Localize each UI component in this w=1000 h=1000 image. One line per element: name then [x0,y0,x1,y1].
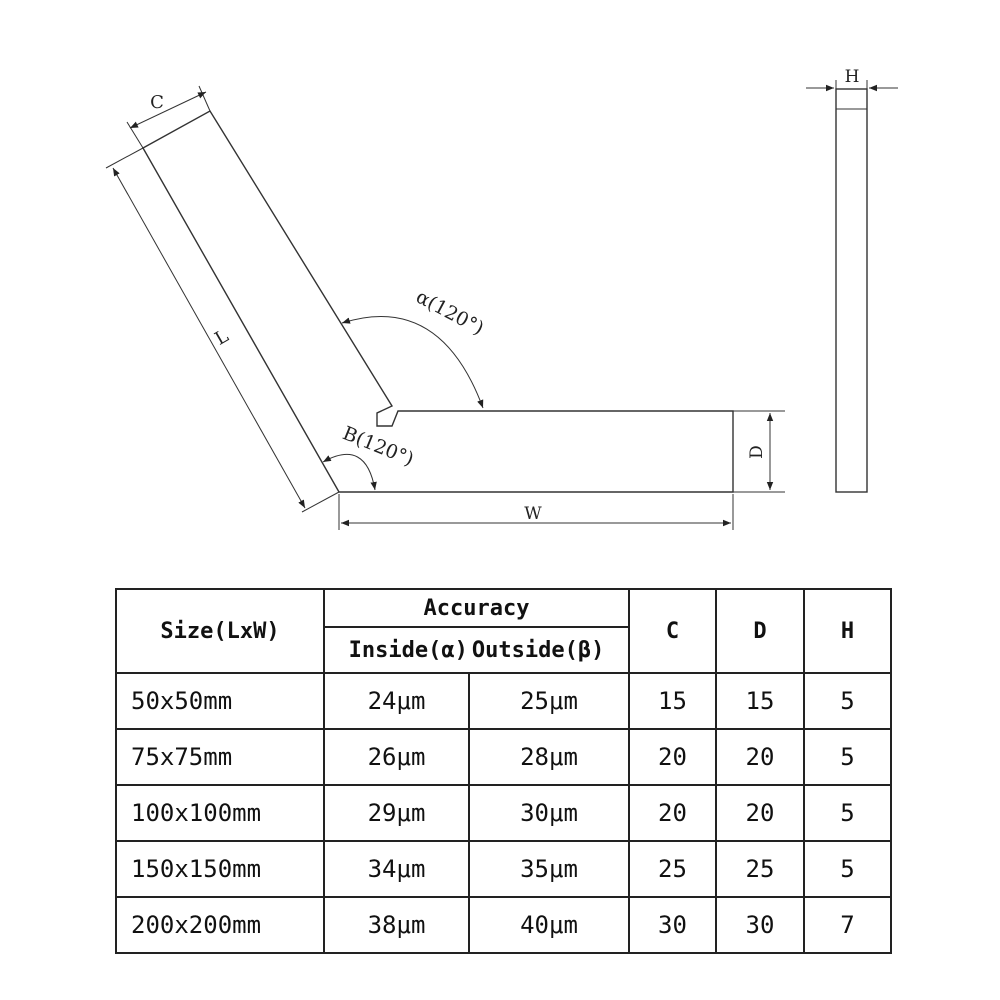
size-cell: 100x100mm [116,785,324,841]
d-cell: 30 [716,897,804,953]
inside-header: Inside(α) [348,637,468,663]
inside-cell: 26μm [324,729,469,785]
size-header: Size(LxW) [116,589,324,673]
table-row [116,729,891,785]
beta-label: B(120°) [339,422,417,471]
inside-cell: 34μm [324,841,469,897]
d-header: D [716,589,804,673]
c-label: C [150,92,164,113]
size-cell: 50x50mm [116,673,324,729]
d-cell: 20 [716,729,804,785]
c-cell: 20 [629,729,716,785]
w-dimension [339,494,733,530]
d-cell: 20 [716,785,804,841]
inside-cell: 38μm [324,897,469,953]
outside-cell: 40μm [469,897,629,953]
h-cell: 5 [804,673,891,729]
header-row [116,589,891,627]
c-cell: 15 [629,673,716,729]
w-label: W [524,504,542,524]
table-row [116,897,891,953]
l-dimension [106,148,339,512]
outside-cell: 28μm [469,729,629,785]
h-cell: 5 [804,785,891,841]
h-label: H [844,67,860,87]
l-label: L [211,325,233,350]
beta-angle [323,422,417,490]
outside-cell: 30μm [469,785,629,841]
outside-header: Outside(β) [471,637,605,663]
c-cell: 25 [629,841,716,897]
d-cell: 25 [716,841,804,897]
h-cell: 5 [804,729,891,785]
table-row [116,841,891,897]
spec-table [115,588,892,954]
inside-cell: 29μm [324,785,469,841]
d-dimension [747,413,770,490]
h-cell: 7 [804,897,891,953]
h-header: H [804,589,891,673]
d-label: D [747,445,767,459]
c-cell: 30 [629,897,716,953]
c-header: C [629,589,716,673]
accuracy-subheader [324,627,629,673]
accuracy-header: Accuracy [324,589,629,627]
alpha-angle [342,286,487,408]
h-cell: 5 [804,841,891,897]
table-row [116,673,891,729]
inside-cell: 24μm [324,673,469,729]
d-cell: 15 [716,673,804,729]
size-cell: 150x150mm [116,841,324,897]
c-cell: 20 [629,785,716,841]
table-row [116,785,891,841]
alpha-label: α(120°) [412,285,488,340]
c-dimension [127,86,210,148]
outside-cell: 25μm [469,673,629,729]
side-view [806,67,898,492]
size-cell: 200x200mm [116,897,324,953]
outside-cell: 35μm [469,841,629,897]
size-cell: 75x75mm [116,729,324,785]
